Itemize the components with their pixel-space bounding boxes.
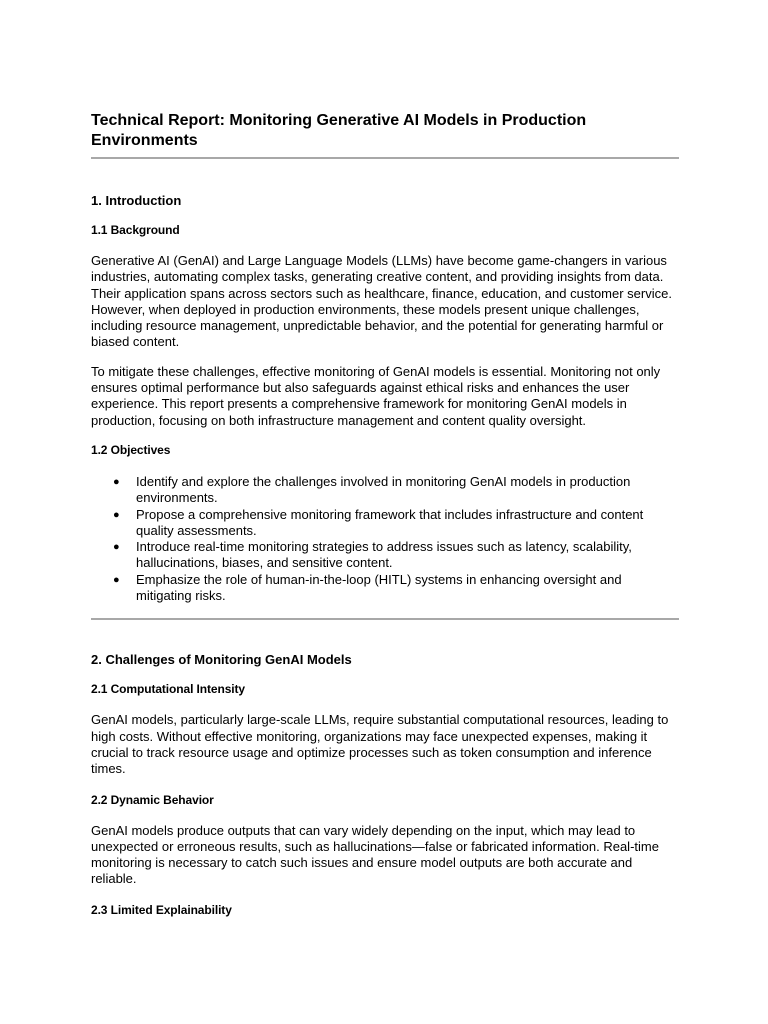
list-item-text: Introduce real-time monitoring strategies to address issues such as latency, scalability, hallucinations, biases, and sensitive content. xyxy=(136,539,632,571)
section-heading-challenges: 2. Challenges of Monitoring GenAI Models xyxy=(91,652,352,668)
page-title: Technical Report: Monitoring Generative AI Models in Production Environments xyxy=(91,112,587,149)
title-divider xyxy=(91,157,679,159)
subsection-heading-objectives: 1.2 Objectives xyxy=(91,442,171,457)
section-divider xyxy=(91,618,679,620)
paragraph-dynamic-behavior: GenAI models produce outputs that can vary widely depending on the input, which may lead to unexpected or erroneous results, such as hallucinations—false or fabricated information. Real-time monitoring is necessary to catch such issues and ensure model outputs are both accurate and reliable. xyxy=(91,822,659,887)
bullet-icon: ● xyxy=(113,508,120,521)
list-item-text: Identify and explore the challenges involved in monitoring GenAI models in production environments. xyxy=(136,473,631,506)
list-item-text: Emphasize the role of human-in-the-loop (HITL) systems in enhancing oversight and mitigating risks. xyxy=(136,571,622,604)
bullet-icon: ● xyxy=(113,573,120,586)
section-heading-introduction: 1. Introduction xyxy=(91,193,182,208)
list-item xyxy=(91,474,679,507)
list-item xyxy=(91,539,679,572)
list-item-text: Propose a comprehensive monitoring framework that includes infrastructure and content quality assessments. xyxy=(136,506,644,538)
paragraph-computational-intensity: GenAI models, particularly large-scale LLMs, require substantial computational resources, leading to high costs. Without effective monitoring, organizations may face unexpected expenses, making it crucial to track resource usage and optimize processes such as token consumption and inference times. xyxy=(91,712,669,777)
paragraph-background-1: Generative AI (GenAI) and Large Language Models (LLMs) have become game-changers in various industries, automating complex tasks, generating creative content, and providing insights from data. Their application spans across sectors such as healthcare, finance, education, and customer service. However, when deployed in production environments, these models present unique challenges, including resource management, unpredictable behavior, and the potential for generating harmful or biased content. xyxy=(91,253,672,350)
document-content xyxy=(91,111,679,918)
objectives-list xyxy=(91,474,679,604)
list-item xyxy=(91,507,679,540)
subsection-heading-dynamic-behavior: 2.2 Dynamic Behavior xyxy=(91,792,214,807)
subsection-heading-limited-explainability: 2.3 Limited Explainability xyxy=(91,902,232,917)
subsection-heading-computational-intensity: 2.1 Computational Intensity xyxy=(91,682,245,697)
list-item xyxy=(91,572,679,605)
paragraph-background-2: To mitigate these challenges, effective monitoring of GenAI models is essential. Monitoring not only ensures optimal performance but also safeguards against ethical risks and enhances the user experience. This report presents a comprehensive framework for monitoring GenAI models in production, focusing on both infrastructure management and content quality oversight. xyxy=(91,363,661,428)
subsection-heading-background: 1.1 Background xyxy=(91,223,180,237)
bullet-icon: ● xyxy=(113,541,120,554)
bullet-icon: ● xyxy=(113,475,120,488)
